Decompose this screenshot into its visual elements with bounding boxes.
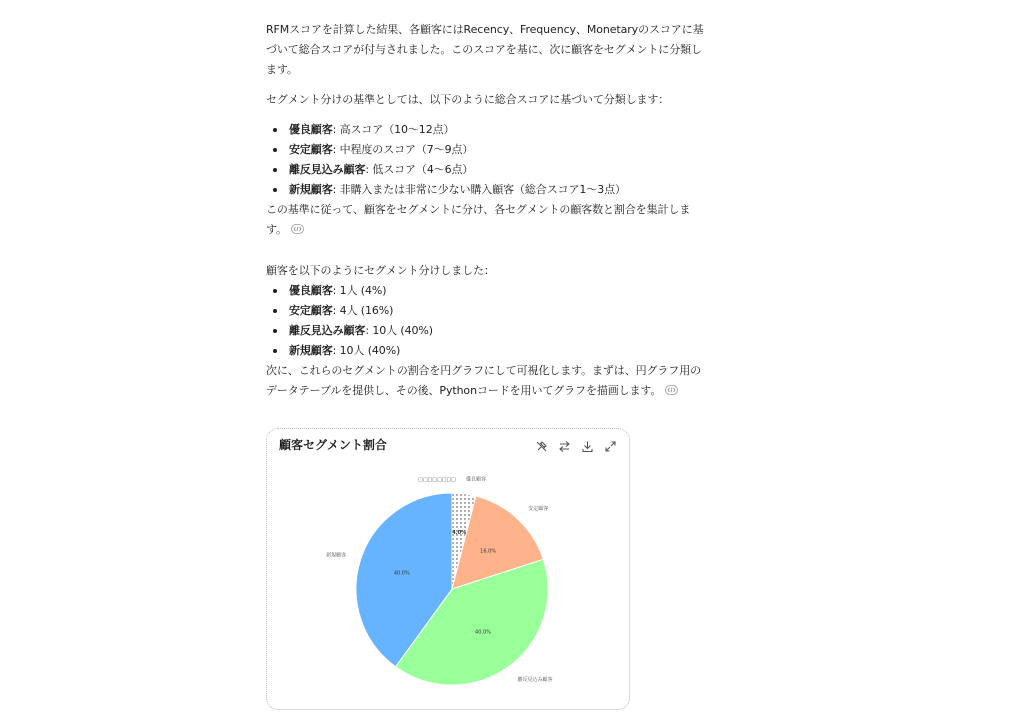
pie-category-label: 安定顧客: [528, 505, 549, 512]
list-item: 新規顧客: 非購入または非常に少ない購入顧客（総合スコア1〜3点）: [266, 180, 726, 200]
list-item: 安定顧客: 中程度のスコア（7〜9点）: [266, 140, 726, 160]
code-citation-icon[interactable]: [665, 385, 678, 395]
segments-list: [266, 281, 726, 361]
next-paragraph: 次に、これらのセグメントの割合を円グラフにして可視化します。まずは、円グラフ用の データテーブルを提供し、その後、Pythonコードを用いてグラフを描画します。: [266, 364, 702, 397]
pie-percent-label: 16.0%: [480, 548, 497, 555]
chart-card-title: 顧客セグメント割合: [279, 438, 387, 452]
list-item: 優良顧客: 1人 (4%): [266, 281, 726, 301]
switch-icon[interactable]: [558, 438, 571, 451]
chart-card: [266, 428, 630, 710]
criteria-list: [266, 120, 726, 200]
criteria-intro: セグメント分けの基準としては、以下のように総合スコアに基づいて分類します：: [266, 93, 670, 106]
pie-overlap-label: □□□□□□□□: [418, 477, 456, 483]
pie-category-label: 新規顧客: [326, 552, 347, 559]
pin-icon[interactable]: [535, 438, 548, 451]
list-item: 離反見込み顧客: 低スコア（4〜6点）: [266, 160, 726, 180]
list-item: 離反見込み顧客: 10人 (40%): [266, 321, 726, 341]
download-icon[interactable]: [581, 438, 594, 451]
pie-category-label: 優良顧客: [466, 476, 487, 483]
assistant-message: [266, 20, 726, 401]
intro-paragraph: RFMスコアを計算した結果、各顧客にはRecency、Frequency、Monetaryのスコアに基 づいて総合スコアが付与されました。このスコアを基に、次に顧客をセグメントに分類し ます。: [266, 23, 704, 76]
pie-category-label: 離反見込み顧客: [517, 677, 553, 684]
pie-percent-label: 40.0%: [475, 629, 491, 636]
list-item: 優良顧客: 高スコア（10〜12点）: [266, 120, 726, 140]
expand-icon[interactable]: [604, 438, 617, 451]
code-citation-icon[interactable]: [291, 224, 304, 234]
chart-toolbar: [535, 438, 617, 451]
pie-chart: [267, 469, 629, 709]
pie-percent-label: 40.0%: [393, 570, 410, 577]
pie-percent-label: 4.0%: [452, 529, 467, 536]
segments-intro: 顧客を以下のようにセグメント分けしました：: [266, 264, 495, 277]
follow-paragraph: この基準に従って、顧客をセグメントに分け、各セグメントの顧客数と割合を集計しま す。: [266, 203, 691, 236]
list-item: 安定顧客: 4人 (16%): [266, 301, 726, 321]
list-item: 新規顧客: 10人 (40%): [266, 341, 726, 361]
